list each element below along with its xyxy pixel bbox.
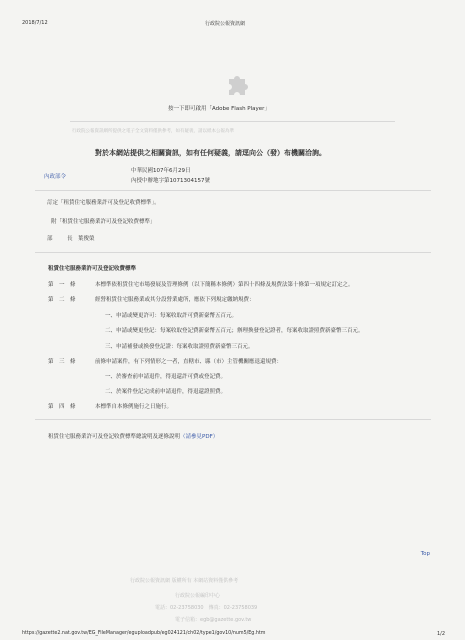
article-text: 本標準自本條例施行之日施行。 [95,404,173,410]
article-number: 第 四 條 [48,404,76,410]
site-footer [60,566,405,626]
article-text: 經營租賃住宅服務業或其分設營業處所，應依下列規定繳納規費： [95,297,255,303]
article-number: 第 一 條 [48,282,76,288]
divider [70,121,395,122]
document-number: 內授中辦地字第1071304157號 [131,178,210,184]
attachment-line: 附「租賃住宅服務業許可及登記收費標準」 [51,219,156,225]
article-item: 二、於案件登記完成前申請退件，得退還證照費。 [105,389,227,395]
article-number: 第 二 條 [48,297,76,303]
plugin-puzzle-icon[interactable] [223,70,251,98]
pdf-link[interactable]: （請參見PDF） [180,434,219,440]
divider [35,419,431,420]
article-number: 第 三 條 [48,359,76,365]
print-site-title: 行政院公報資訊網 [205,21,246,27]
article-text: 前條申請案件，有下列情形之一者，直轄市、縣（市）主管機關應退還規費： [95,359,283,365]
footer-phone: 電話：02-23758030 傳真：02-23758039 [155,605,258,611]
signature-role: 部 [47,236,53,242]
intro-line: 訂定「租賃住宅服務業許可及登記收費標準」。 [47,200,160,206]
print-url: https://gazette2.nat.gov.tw/EG_FileManager/eguploadpub/eg024121/ch02/type1/gov10/num5/Eg.htm [22,631,266,636]
back-to-top-link[interactable]: Top [420,551,430,557]
signature-name: 長 葉俊榮 [67,236,95,242]
attachment-description [48,432,218,440]
article-item: 二、申請或變更登記：每案收取登記費新臺幣五百元；辦理換發登記證者，每案收取證照費新臺幣三百元。 [105,328,364,334]
article-item: 一、於審查前申請退件，得退還許可費或登記費。 [105,374,227,380]
footer-copyright: 行政院公報資訊網 版權所有 本網站資料僅供參考 [130,578,239,584]
divider [35,190,431,191]
article-item: 三、申請補發或換發登記證：每案收取證照費新臺幣三百元。 [105,344,254,350]
inquiry-notice: 對於本網站提供之相關資訊，如有任何疑義，請逕向公（發）布機關洽詢。 [95,149,326,157]
attachment-text: 租賃住宅服務業許可及登記收費標準總說明及逐條說明 [48,434,181,440]
divider [35,252,431,253]
issue-date: 中華民國107年6月29日 [131,168,191,174]
disclaimer-note: 行政院公報資訊網所提供之電子全文資料僅供參考，如有疑義，請以紙本公報為準 [72,129,234,134]
footer-email[interactable]: 電子信箱：egb@gazette.gov.tw [175,617,252,623]
regulation-title: 租賃住宅服務業許可及登記收費標準 [48,266,137,272]
article-text: 本標準依租賃住宅市場發展及管理條例（以下簡稱本條例）第四十四條及規費法第十條第一項規定訂定之。 [95,282,354,288]
print-page-number: 1/2 [437,631,446,637]
article-item: 一、申請或變更許可：每案收取許可費新臺幣五百元。 [105,313,238,319]
print-date: 2018/7/12 [22,20,48,26]
issuer-label[interactable]: 內政部令 [44,174,67,180]
flash-enable-prompt[interactable]: 按一下即可啟用「Adobe Flash Player」 [168,106,270,112]
footer-organization: 行政院公報編印中心 [175,593,221,599]
